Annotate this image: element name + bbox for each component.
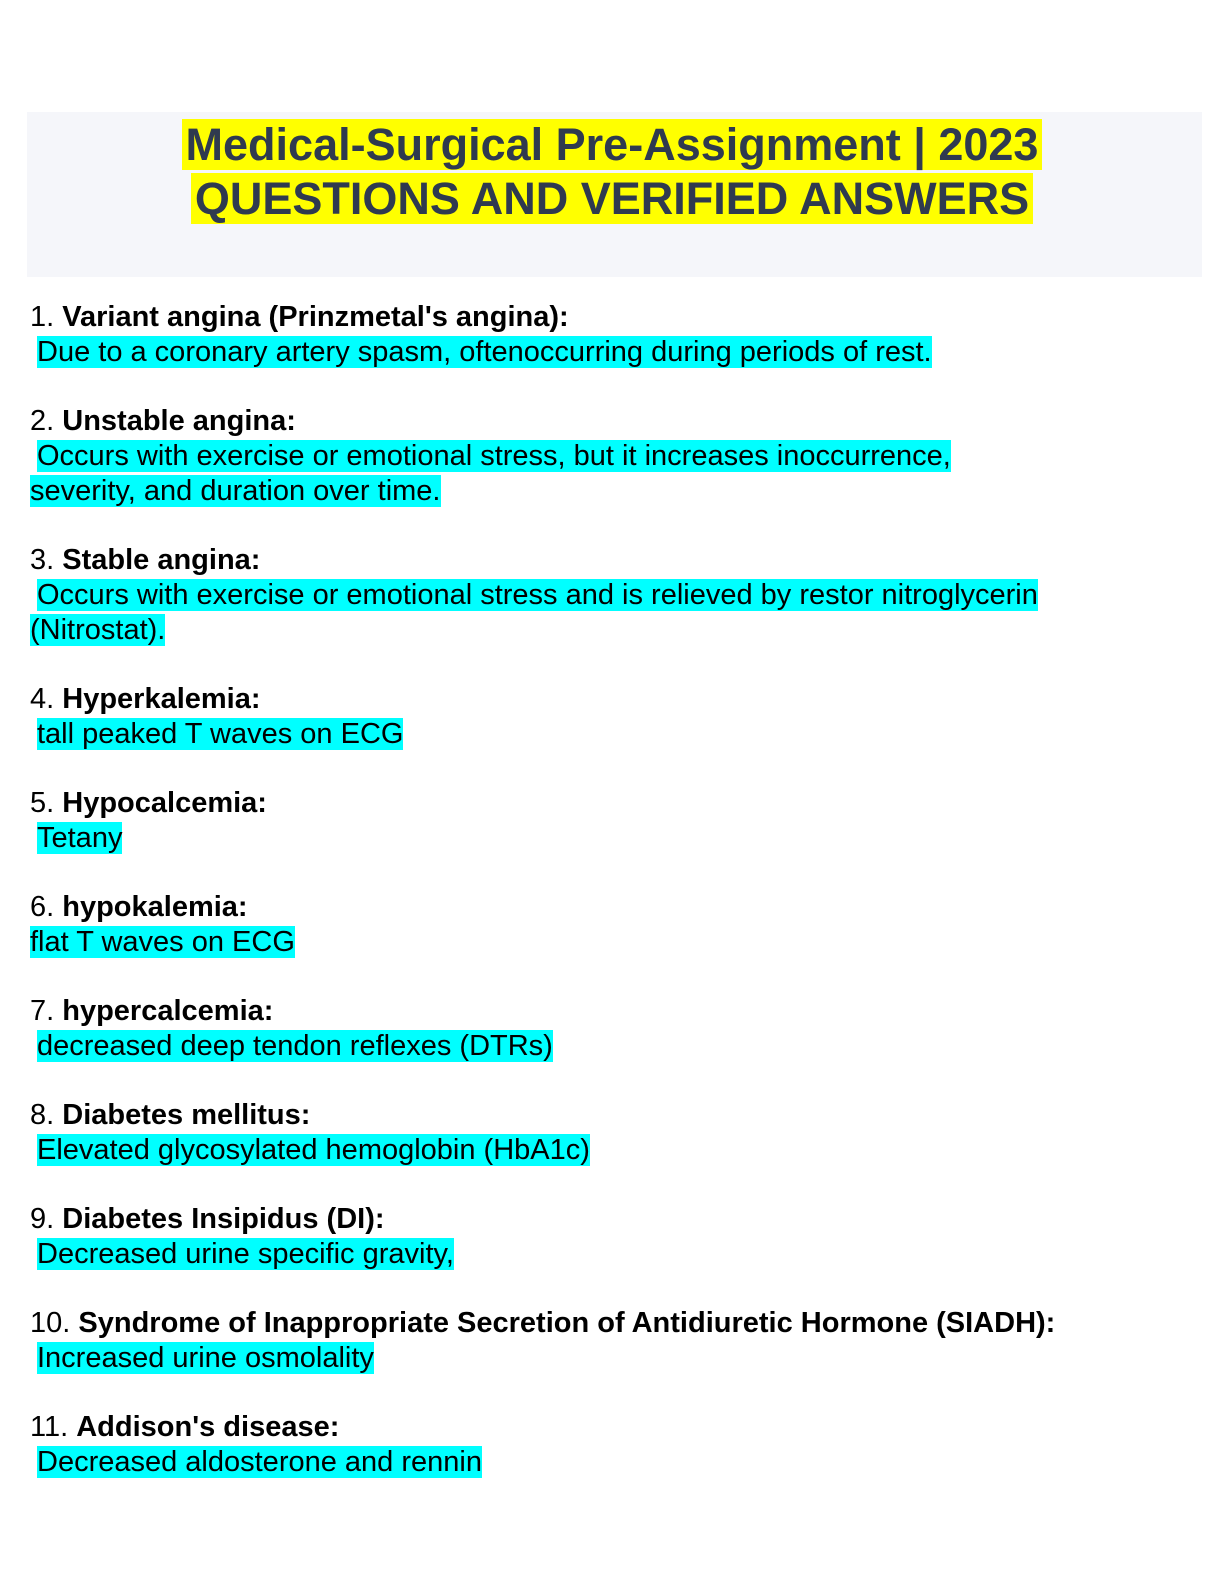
title-line-2: QUESTIONS AND VERIFIED ANSWERS (191, 173, 1033, 224)
qa-item-8 (30, 1098, 1190, 1168)
qa-item-3 (30, 543, 1190, 648)
question-term: Diabetes Insipidus (DI): (62, 1203, 385, 1235)
answer (30, 1133, 1190, 1168)
answer-text: Occurs with exercise or emotional stress, but it increases inoccurrence, severity, and duration over time. (30, 440, 951, 507)
question-term: hypercalcemia: (62, 995, 274, 1027)
answer-text: Due to a coronary artery spasm, oftenoccurring during periods of rest. (37, 336, 932, 368)
answer (30, 1029, 1190, 1064)
answer (30, 925, 1190, 960)
answer (30, 1237, 1190, 1272)
question-number: 2. (30, 405, 55, 437)
question (30, 890, 1190, 925)
question (30, 682, 1190, 717)
question-term: Variant angina (Prinzmetal's angina): (62, 301, 569, 333)
question (30, 786, 1190, 821)
answer (30, 1445, 1190, 1480)
answer-text: Elevated glycosylated hemoglobin (HbA1c) (37, 1134, 590, 1166)
qa-item-7 (30, 994, 1190, 1064)
question (30, 1202, 1190, 1237)
answer (30, 717, 1190, 752)
question-number: 4. (30, 683, 55, 715)
qa-item-1 (30, 300, 1190, 370)
answer (30, 821, 1190, 856)
answer-text: decreased deep tendon reflexes (DTRs) (37, 1030, 553, 1062)
question (30, 543, 1190, 578)
qa-item-2 (30, 404, 1190, 509)
question-term: Addison's disease: (76, 1411, 340, 1443)
answer (30, 439, 1045, 509)
question-number: 9. (30, 1203, 55, 1235)
question (30, 994, 1190, 1029)
question-term: Unstable angina: (62, 405, 296, 437)
answer (30, 578, 1140, 648)
question-number: 5. (30, 787, 55, 819)
question-number: 8. (30, 1099, 55, 1131)
question-number: 1. (30, 301, 55, 333)
question-term: Hyperkalemia: (62, 683, 261, 715)
question-term: hypokalemia: (62, 891, 248, 923)
qa-item-4 (30, 682, 1190, 752)
answer-text: Increased urine osmolality (37, 1342, 374, 1374)
question (30, 1098, 1190, 1133)
document-title (0, 118, 1224, 226)
question-term: Diabetes mellitus: (62, 1099, 311, 1131)
qa-item-11 (30, 1410, 1190, 1480)
answer-text: Tetany (37, 822, 123, 854)
qa-list (30, 300, 1190, 1514)
answer-text: Decreased urine specific gravity, (37, 1238, 454, 1270)
qa-item-9 (30, 1202, 1190, 1272)
question-term: Hypocalcemia: (62, 787, 267, 819)
answer (30, 1341, 1190, 1376)
question-number: 6. (30, 891, 55, 923)
question (30, 1306, 1190, 1341)
title-line-1: Medical-Surgical Pre-Assignment | 2023 (182, 119, 1043, 170)
qa-item-10 (30, 1306, 1190, 1376)
answer-text: Decreased aldosterone and rennin (37, 1446, 482, 1478)
question-number: 10. (30, 1307, 71, 1339)
question (30, 300, 1190, 335)
answer-text: tall peaked T waves on ECG (37, 718, 404, 750)
question-term: Syndrome of Inappropriate Secretion of Antidiuretic Hormone (SIADH): (78, 1307, 1056, 1339)
qa-item-5 (30, 786, 1190, 856)
qa-item-6 (30, 890, 1190, 960)
question-number: 11. (30, 1411, 69, 1443)
question-number: 7. (30, 995, 55, 1027)
question-term: Stable angina: (62, 544, 261, 576)
question (30, 404, 1190, 439)
question (30, 1410, 1190, 1445)
answer (30, 335, 1190, 370)
question-number: 3. (30, 544, 55, 576)
answer-text: Occurs with exercise or emotional stress and is relieved by restor nitroglycerin (Nitrostat). (30, 579, 1038, 646)
answer-text: flat T waves on ECG (30, 926, 295, 958)
